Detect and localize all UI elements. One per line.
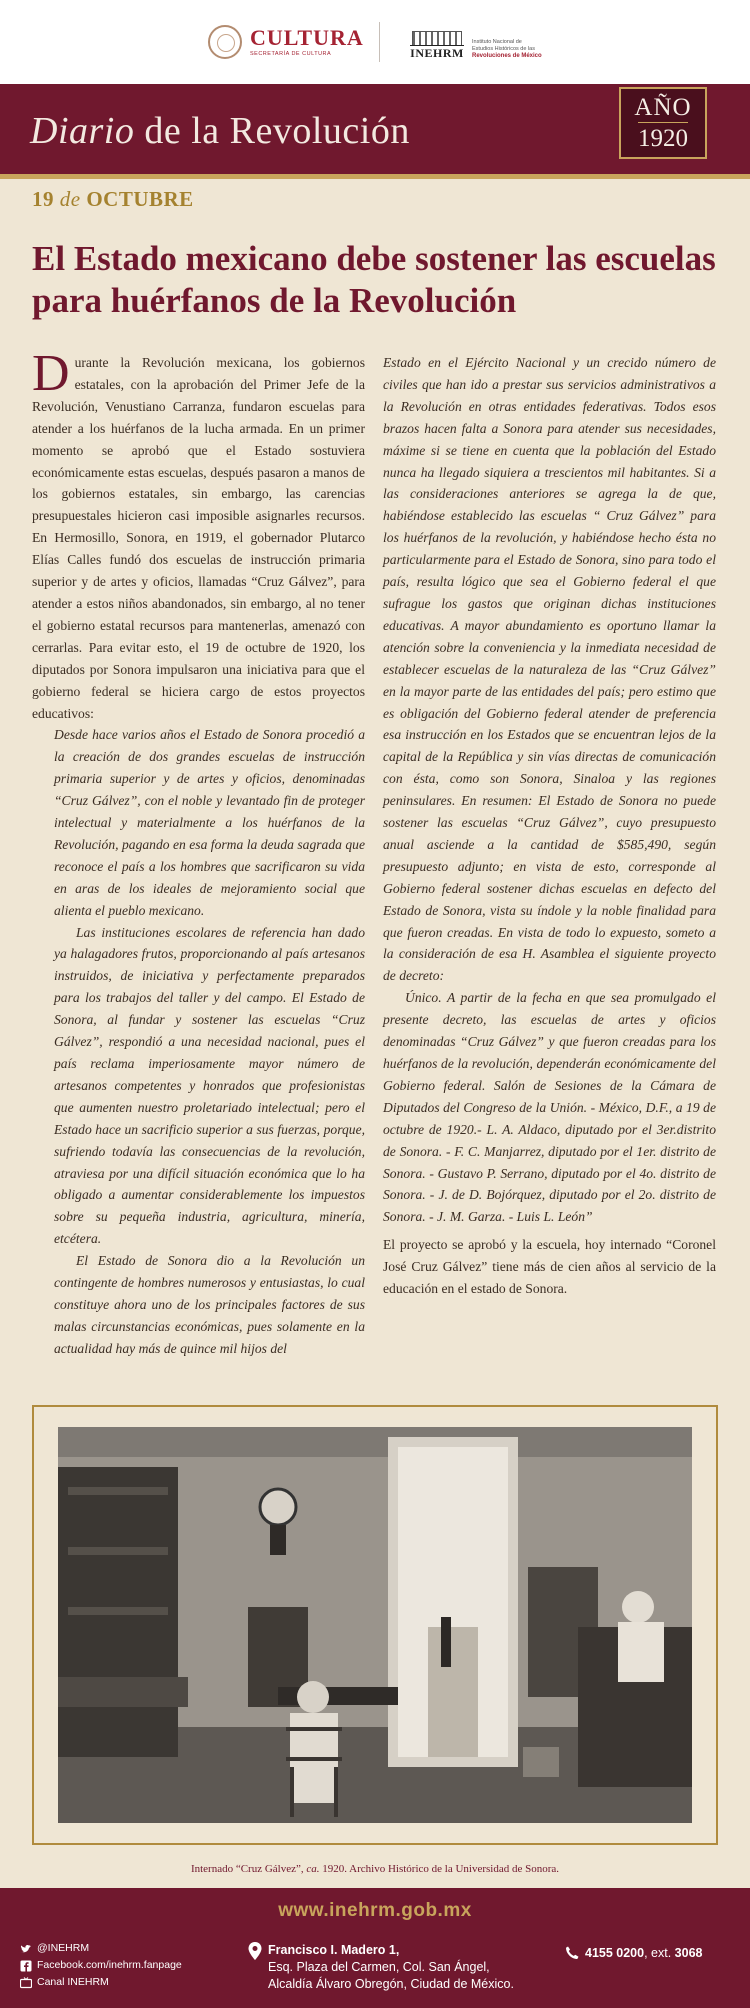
- quote-paragraph-3: El Estado de Sonora dio a la Revolución un contingente de hombres numerosos y entusiastas, lo cual constituye ahora uno de los principales factores de sus malas circunstancias económicas, pues solamente en la actualidad hay más de quince mil hijos del: [54, 1253, 365, 1356]
- address-line-1: Francisco I. Madero 1,: [268, 1943, 400, 1957]
- logo-divider: [379, 22, 380, 62]
- photo-frame: [32, 1405, 718, 1845]
- canal-label: Canal INEHRM: [37, 1976, 109, 1988]
- date-month: OCTUBRE: [80, 187, 194, 211]
- diario-title: [30, 109, 410, 153]
- quote-paragraph-4: Estado en el Ejército Nacional y un crecido número de civiles que han ido a prestar sus servicios administrativos a la Revolución en otras entidades federativas. Todos esos brazos hacen falta a Sonora para atender sus necesidades, máxime si se tiene en cuenta que la población del Estado nunca ha llegado siquiera a trescientos mil habitantes. Si a las consideraciones anteriores se agrega la de que, habiéndose establecido las escuelas “ Cruz Gálvez” para los huérfanos de la revolución, y habiéndose hecho ésta no particularmente para el Estado de Sonora, sino para todo el país, resulta lógico que sea el Gobierno federal el que sufrague los gastos que originan dichas instituciones educativas. A mayor abundamiento es oportuno llamar la atención sobre la conveniencia y la inmediata necesidad de establecer escuelas de la naturaleza de las “Cruz Gálvez” en la mayor parte de las entidades del país; pero estimo que es obligación del Gobierno federal atender de preferencia esa instrucción en los Estados que se encuentran lejos de la capital de la República y sin vías directas de comunicación con ésta, como son Sonora, Sinaloa y las regiones peninsulares. En resumen: El Estado de Sonora no puede sostener las escuelas “Cruz Gálvez”, cuyo presupuesto anual asciende a la cantidad de $585,490, según presupuesto adjunto; en vista de esto, corresponde al Gobierno federal sostener dichas escuelas en defecto del Estado de Sonora, vista su índole y la noble finalidad para que fueron creadas. En vista de todo lo expuesto, someto a la consideración de esa H. Asamblea el siguiente proyecto de decreto:: [383, 355, 716, 984]
- facebook-url: Facebook.com/inehrm.fanpage: [37, 1959, 182, 1971]
- article-date: [32, 187, 194, 212]
- quote-paragraph-1: Desde hace varios años el Estado de Sonora procedió a la creación de dos grandes escuelas de instrucción primaria superior y de artes y oficios, denominadas “Cruz Gálvez”, con el noble y levantado fin de proteger intelectual y materialmente a los huérfanos de la Revolución, pagando en esa forma la deuda sagrada que reconoce el país a los hombres que sacrificaron su vida en aras de los ideales de mejoramiento social que alienta el pueblo mexicano.: [54, 727, 365, 918]
- location-pin-icon: [248, 1942, 262, 1960]
- building-icon: [412, 31, 462, 45]
- historical-classroom-photo: [58, 1427, 692, 1823]
- phone-number: 4155 0200: [585, 1946, 645, 1960]
- photo-caption: [0, 1863, 750, 1875]
- twitter-icon: [20, 1943, 32, 1955]
- inehrm-full-name: [472, 39, 582, 60]
- header-band: [0, 84, 750, 174]
- inehrm-line-2: Estudios Históricos de las: [472, 46, 535, 52]
- canal-link[interactable]: [20, 1974, 182, 1991]
- phone-contact[interactable]: [565, 1946, 702, 1960]
- caption-main: Internado “Cruz Gálvez”,: [190, 1863, 307, 1875]
- year-box: [619, 87, 707, 159]
- quote-paragraph-2: Las instituciones escolares de referencia han dado ya halagadores frutos, proporcionando al país artesanos instruidos, de iniciativa y perfectamente preparados para los trabajos del taller y del campo. El Estado de Sonora, al fundar y sostener las escuelas “Cruz Gálvez”, respondió a una necesidad nacional, pues el país reclama imperiosamente mayor número de artesanos competentes y honrados que profesionistas que aumenten nuestro proletariado intelectual; pero el Estado hace un sacrificio superior a sus fuerzas, porque, sufriendo todavía las consecuencias de la revolución, atraviesa por una difícil situación económica que lo ha obligado a aumentar considerablemente los impuestos sobre su pequeña industria, agricultura, minería, etcétera.: [54, 924, 365, 1247]
- cultura-logo[interactable]: [208, 22, 364, 62]
- address-line-2: Esq. Plaza del Carmen, Col. San Ángel,: [268, 1960, 490, 1974]
- website-link[interactable]: www.inehrm.gob.mx: [278, 1900, 472, 1921]
- diario-rest: de la Revolución: [134, 110, 410, 152]
- intro-paragraph: [32, 345, 365, 724]
- year-label: AÑO: [634, 93, 692, 121]
- twitter-link[interactable]: [20, 1940, 182, 1957]
- date-day: 19: [32, 187, 60, 211]
- closing-paragraph: El proyecto se aprobó y la escuela, hoy internado “Coronel José Cruz Gálvez” tiene más de cien años al servicio de la educación en el estado de Sonora.: [383, 1237, 716, 1297]
- footer: [0, 1888, 750, 2008]
- year-value: 1920: [638, 122, 688, 153]
- caption-rest: 1920. Archivo Histórico de la Universidad de Sonora.: [319, 1863, 560, 1875]
- facebook-link[interactable]: [20, 1957, 182, 1974]
- logo-bar: [0, 0, 750, 84]
- caption-ca: ca.: [306, 1863, 320, 1875]
- article-headline: El Estado mexicano debe sostener las escuelas para huérfanos de la Revolución: [32, 239, 716, 320]
- dropcap: D: [32, 345, 70, 402]
- inehrm-logo[interactable]: [408, 26, 582, 60]
- cultura-name: CULTURA: [250, 25, 364, 50]
- tv-icon: [20, 1977, 32, 1989]
- diario-word: Diario: [30, 110, 135, 152]
- article-column-right: [383, 352, 716, 1300]
- phone-ext-label: , ext.: [644, 1946, 675, 1960]
- quote-paragraph-5: Único. A partir de la fecha en que sea promulgado el presente decreto, las escuelas de artes y oficios denominadas “Cruz Gálvez” y que fueron creadas para los huérfanos de la revolución, dependerán económicamente del Gobierno federal. Salón de Sesiones de la Cámara de Diputados del Congreso de la Unión. - México, D.F., a 19 de octubre de 1920.- L. A. Aldaco, diputado por el 3er.distrito de Sonora. - F. C. Manjarrez, diputado por el 1er. distrito de Sonora. - Gustavo P. Serrano, diputado por el 4o. distrito de Sonora. - J. de D. Bojórquez, diputado por el 2o. distrito de Sonora. - J. M. Garza. - Luis L. León”: [383, 990, 716, 1225]
- inehrm-line-3: Revoluciones de México: [472, 53, 542, 59]
- inehrm-short: INEHRM: [410, 46, 464, 60]
- twitter-handle: @INEHRM: [37, 1942, 90, 1954]
- social-links: [20, 1940, 182, 1991]
- cultura-subtitle: SECRETARÍA DE CULTURA: [250, 51, 332, 57]
- date-de: de: [59, 187, 81, 211]
- phone-icon: [565, 1946, 579, 1960]
- intro-text: urante la Revolución mexicana, los gobiernos estatales, con la aprobación del Primer Jefe de la Revolución, Venustiano Carranza, fundaron escuelas para atender a los huérfanos de la lucha armada. En un primer momento se aprobó que el Estado sostuviera económicamente estas escuelas, después pasaron a manos de los gobiernos estatales, sin embargo, las carencias presupuestales hicieron casi imposible asignarles recursos. En Hermosillo, Sonora, en 1919, el gobernador Plutarco Elías Calles fundó dos escuelas de instrucción primaria superior y de artes y oficios, llamadas “Cruz Gálvez”, para atender a estos niños abandonados, sin embargo, al no tener el gobierno estatal recursos para mantenerlas, amenazó con cerrarlas. Para evitar esto, el 19 de octubre de 1920, los diputados por Sonora impulsaron una iniciativa para que el gobierno federal se hiciera cargo de estos proyectos educativos:: [32, 355, 365, 721]
- address-line-3: Alcaldía Álvaro Obregón, Ciudad de México.: [268, 1977, 514, 1991]
- address-block: [248, 1942, 514, 1993]
- national-seal-icon: [208, 25, 242, 59]
- facebook-icon: [20, 1960, 32, 1972]
- inehrm-line-1: Instituto Nacional de: [472, 39, 522, 45]
- phone-extension: 3068: [674, 1946, 703, 1960]
- classroom-photo-illustration: [58, 1427, 692, 1823]
- article-column-left: [32, 345, 365, 1360]
